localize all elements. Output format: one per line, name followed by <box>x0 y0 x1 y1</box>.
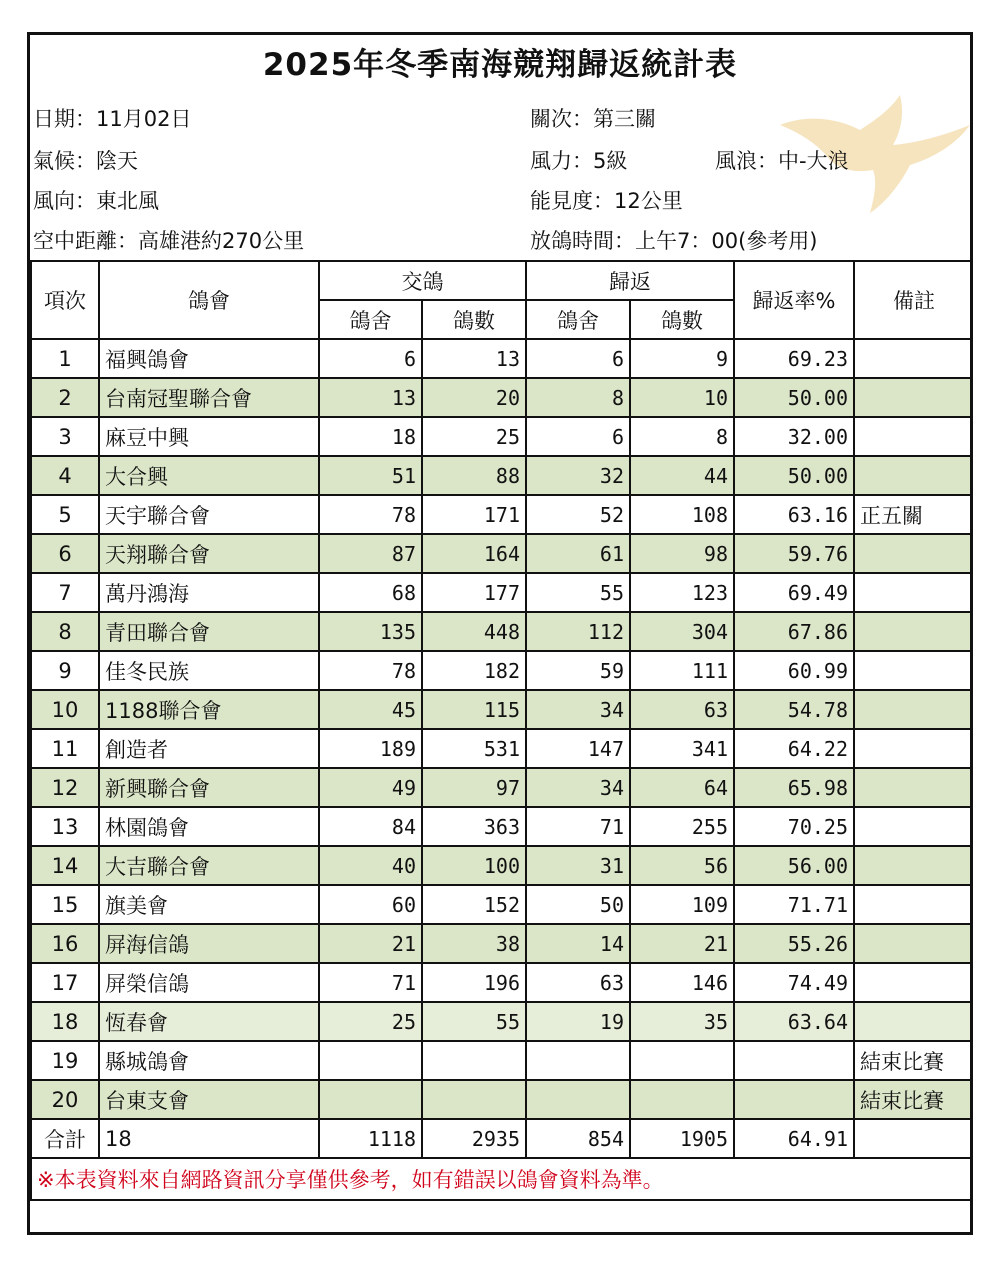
row-no: 9 <box>31 651 99 690</box>
row-submit-birds: 20 <box>422 378 526 417</box>
row-rate: 50.00 <box>734 378 854 417</box>
row-return-birds: 10 <box>630 378 734 417</box>
row-note <box>854 963 973 1002</box>
release-time-info: 放鴿時間：上午7：00(參考用) <box>530 229 818 253</box>
row-return-lofts: 8 <box>526 378 630 417</box>
row-return-birds: 255 <box>630 807 734 846</box>
row-rate: 32.00 <box>734 417 854 456</box>
row-submit-birds: 196 <box>422 963 526 1002</box>
row-club: 佳冬民族 <box>99 651 319 690</box>
row-submit-birds: 100 <box>422 846 526 885</box>
total-note <box>854 1119 973 1158</box>
row-rate: 71.71 <box>734 885 854 924</box>
table-row <box>31 924 973 963</box>
row-note <box>854 885 973 924</box>
row-no: 16 <box>31 924 99 963</box>
row-submit-lofts: 71 <box>319 963 422 1002</box>
total-rate: 64.91 <box>734 1119 854 1158</box>
row-rate: 60.99 <box>734 651 854 690</box>
row-return-lofts: 61 <box>526 534 630 573</box>
header-submit-lofts: 鴿舍 <box>319 300 422 339</box>
row-return-lofts: 50 <box>526 885 630 924</box>
table-row <box>31 534 973 573</box>
total-return-lofts: 854 <box>526 1119 630 1158</box>
row-submit-lofts: 189 <box>319 729 422 768</box>
row-submit-birds: 13 <box>422 339 526 378</box>
row-return-lofts: 112 <box>526 612 630 651</box>
row-club: 天翔聯合會 <box>99 534 319 573</box>
row-return-lofts: 55 <box>526 573 630 612</box>
row-return-lofts: 34 <box>526 690 630 729</box>
row-return-birds: 9 <box>630 339 734 378</box>
row-return-lofts: 19 <box>526 1002 630 1041</box>
table-row <box>31 885 973 924</box>
row-no: 20 <box>31 1080 99 1119</box>
total-return-birds: 1905 <box>630 1119 734 1158</box>
row-rate <box>734 1080 854 1119</box>
wind-direction-info: 風向：東北風 <box>33 189 159 213</box>
row-return-lofts: 31 <box>526 846 630 885</box>
row-return-birds: 35 <box>630 1002 734 1041</box>
row-return-birds: 304 <box>630 612 734 651</box>
row-submit-lofts: 49 <box>319 768 422 807</box>
header-return: 歸返 <box>526 261 734 300</box>
row-note <box>854 378 973 417</box>
row-note <box>854 573 973 612</box>
row-return-birds: 21 <box>630 924 734 963</box>
row-return-birds: 56 <box>630 846 734 885</box>
row-submit-birds: 177 <box>422 573 526 612</box>
row-no: 13 <box>31 807 99 846</box>
table-row <box>31 690 973 729</box>
page-title: 2025年冬季南海競翔歸返統計表 <box>262 47 738 83</box>
row-submit-lofts: 84 <box>319 807 422 846</box>
row-rate: 64.22 <box>734 729 854 768</box>
row-submit-birds: 55 <box>422 1002 526 1041</box>
row-return-lofts: 63 <box>526 963 630 1002</box>
row-submit-birds: 448 <box>422 612 526 651</box>
row-note <box>854 456 973 495</box>
row-rate: 55.26 <box>734 924 854 963</box>
row-rate: 74.49 <box>734 963 854 1002</box>
row-club: 1188聯合會 <box>99 690 319 729</box>
header-return-lofts: 鴿舍 <box>526 300 630 339</box>
row-submit-birds: 152 <box>422 885 526 924</box>
row-submit-lofts: 51 <box>319 456 422 495</box>
weather-info: 氣候：陰天 <box>33 149 138 173</box>
row-return-birds: 146 <box>630 963 734 1002</box>
row-submit-birds: 363 <box>422 807 526 846</box>
row-note <box>854 651 973 690</box>
row-return-lofts: 147 <box>526 729 630 768</box>
row-submit-lofts: 18 <box>319 417 422 456</box>
row-submit-lofts: 68 <box>319 573 422 612</box>
row-note <box>854 534 973 573</box>
row-no: 4 <box>31 456 99 495</box>
row-club: 屏海信鴿 <box>99 924 319 963</box>
row-note: 正五關 <box>854 495 973 534</box>
row-submit-birds: 171 <box>422 495 526 534</box>
row-rate: 65.98 <box>734 768 854 807</box>
report-sheet <box>27 32 973 1235</box>
table-row <box>31 807 973 846</box>
row-submit-lofts: 21 <box>319 924 422 963</box>
row-return-lofts <box>526 1041 630 1080</box>
table-row <box>31 378 973 417</box>
row-club: 創造者 <box>99 729 319 768</box>
row-return-lofts: 52 <box>526 495 630 534</box>
row-return-lofts: 14 <box>526 924 630 963</box>
row-club: 青田聯合會 <box>99 612 319 651</box>
row-club: 林園鴿會 <box>99 807 319 846</box>
row-submit-birds: 115 <box>422 690 526 729</box>
row-note <box>854 690 973 729</box>
total-submit-birds: 2935 <box>422 1119 526 1158</box>
row-rate: 67.86 <box>734 612 854 651</box>
round-info: 關次：第三關 <box>530 107 656 131</box>
table-row <box>31 768 973 807</box>
row-no: 19 <box>31 1041 99 1080</box>
header-submit: 交鴿 <box>319 261 526 300</box>
row-return-birds: 98 <box>630 534 734 573</box>
row-club: 大合興 <box>99 456 319 495</box>
row-return-lofts <box>526 1080 630 1119</box>
row-submit-lofts <box>319 1041 422 1080</box>
row-submit-birds: 531 <box>422 729 526 768</box>
row-note <box>854 729 973 768</box>
row-return-lofts: 6 <box>526 339 630 378</box>
table-row <box>31 417 973 456</box>
row-note <box>854 924 973 963</box>
row-note <box>854 1002 973 1041</box>
row-note <box>854 417 973 456</box>
total-submit-lofts: 1118 <box>319 1119 422 1158</box>
total-club-count: 18 <box>99 1119 319 1158</box>
row-return-lofts: 32 <box>526 456 630 495</box>
row-submit-birds: 182 <box>422 651 526 690</box>
row-no: 11 <box>31 729 99 768</box>
table-row <box>31 612 973 651</box>
distance-info: 空中距離：高雄港約270公里 <box>33 229 305 253</box>
row-rate: 63.64 <box>734 1002 854 1041</box>
row-club: 縣城鴿會 <box>99 1041 319 1080</box>
row-return-birds: 108 <box>630 495 734 534</box>
waves-info: 風浪：中-大浪 <box>715 149 849 173</box>
header-no: 項次 <box>31 261 99 339</box>
row-submit-lofts: 87 <box>319 534 422 573</box>
row-no: 10 <box>31 690 99 729</box>
row-submit-lofts <box>319 1080 422 1119</box>
row-no: 17 <box>31 963 99 1002</box>
row-note <box>854 612 973 651</box>
table-row <box>31 1080 973 1119</box>
table-row <box>31 1041 973 1080</box>
row-club: 萬丹鴻海 <box>99 573 319 612</box>
row-no: 7 <box>31 573 99 612</box>
row-no: 3 <box>31 417 99 456</box>
row-note <box>854 339 973 378</box>
results-body <box>31 339 973 1200</box>
row-submit-lofts: 13 <box>319 378 422 417</box>
row-club: 屏榮信鴿 <box>99 963 319 1002</box>
row-return-birds <box>630 1041 734 1080</box>
row-club: 大吉聯合會 <box>99 846 319 885</box>
row-return-lofts: 6 <box>526 417 630 456</box>
row-club: 恆春會 <box>99 1002 319 1041</box>
row-return-birds: 8 <box>630 417 734 456</box>
row-submit-birds: 25 <box>422 417 526 456</box>
row-club: 福興鴿會 <box>99 339 319 378</box>
total-row <box>31 1119 973 1158</box>
row-no: 18 <box>31 1002 99 1041</box>
row-return-birds: 63 <box>630 690 734 729</box>
table-row <box>31 963 973 1002</box>
table-row <box>31 339 973 378</box>
row-submit-birds: 164 <box>422 534 526 573</box>
row-no: 6 <box>31 534 99 573</box>
row-club: 新興聯合會 <box>99 768 319 807</box>
table-row <box>31 846 973 885</box>
row-return-birds: 123 <box>630 573 734 612</box>
row-return-birds: 111 <box>630 651 734 690</box>
table-row <box>31 1002 973 1041</box>
row-no: 8 <box>31 612 99 651</box>
row-no: 15 <box>31 885 99 924</box>
row-submit-lofts: 45 <box>319 690 422 729</box>
date-info: 日期：11月02日 <box>33 107 192 131</box>
footer-row <box>31 1158 973 1200</box>
header-rate: 歸返率% <box>734 261 854 339</box>
row-note: 結束比賽 <box>854 1080 973 1119</box>
row-submit-lofts: 78 <box>319 495 422 534</box>
row-no: 5 <box>31 495 99 534</box>
row-club: 旗美會 <box>99 885 319 924</box>
row-return-birds: 341 <box>630 729 734 768</box>
table-row <box>31 729 973 768</box>
wind-force-info: 風力：5級 <box>530 149 628 173</box>
row-rate: 54.78 <box>734 690 854 729</box>
row-submit-lofts: 6 <box>319 339 422 378</box>
row-submit-birds <box>422 1080 526 1119</box>
row-no: 14 <box>31 846 99 885</box>
row-no: 2 <box>31 378 99 417</box>
header-club: 鴿會 <box>99 261 319 339</box>
table-row <box>31 495 973 534</box>
row-submit-lofts: 25 <box>319 1002 422 1041</box>
header-note: 備註 <box>854 261 973 339</box>
row-rate: 63.16 <box>734 495 854 534</box>
row-submit-lofts: 78 <box>319 651 422 690</box>
table-row <box>31 456 973 495</box>
row-submit-lofts: 60 <box>319 885 422 924</box>
row-return-lofts: 34 <box>526 768 630 807</box>
row-note <box>854 846 973 885</box>
row-rate: 69.49 <box>734 573 854 612</box>
row-return-lofts: 59 <box>526 651 630 690</box>
footer-note: ※本表資料來自網路資訊分享僅供參考，如有錯誤以鴿會資料為準。 <box>31 1158 973 1200</box>
row-rate: 69.23 <box>734 339 854 378</box>
row-return-birds: 44 <box>630 456 734 495</box>
row-submit-lofts: 40 <box>319 846 422 885</box>
row-return-birds: 109 <box>630 885 734 924</box>
results-table <box>30 260 973 1201</box>
row-club: 麻豆中興 <box>99 417 319 456</box>
row-rate <box>734 1041 854 1080</box>
row-submit-birds <box>422 1041 526 1080</box>
row-club: 天宇聯合會 <box>99 495 319 534</box>
row-return-birds: 64 <box>630 768 734 807</box>
row-submit-lofts: 135 <box>319 612 422 651</box>
row-return-birds <box>630 1080 734 1119</box>
row-return-lofts: 71 <box>526 807 630 846</box>
row-note: 結束比賽 <box>854 1041 973 1080</box>
row-no: 1 <box>31 339 99 378</box>
total-label: 合計 <box>31 1119 99 1158</box>
row-rate: 50.00 <box>734 456 854 495</box>
row-note <box>854 768 973 807</box>
visibility-info: 能見度：12公里 <box>530 189 683 213</box>
row-rate: 56.00 <box>734 846 854 885</box>
row-submit-birds: 97 <box>422 768 526 807</box>
row-submit-birds: 88 <box>422 456 526 495</box>
row-rate: 59.76 <box>734 534 854 573</box>
table-row <box>31 651 973 690</box>
header-return-birds: 鴿數 <box>630 300 734 339</box>
row-submit-birds: 38 <box>422 924 526 963</box>
row-rate: 70.25 <box>734 807 854 846</box>
header-submit-birds: 鴿數 <box>422 300 526 339</box>
table-row <box>31 573 973 612</box>
row-club: 台南冠聖聯合會 <box>99 378 319 417</box>
row-note <box>854 807 973 846</box>
row-club: 台東支會 <box>99 1080 319 1119</box>
row-no: 12 <box>31 768 99 807</box>
